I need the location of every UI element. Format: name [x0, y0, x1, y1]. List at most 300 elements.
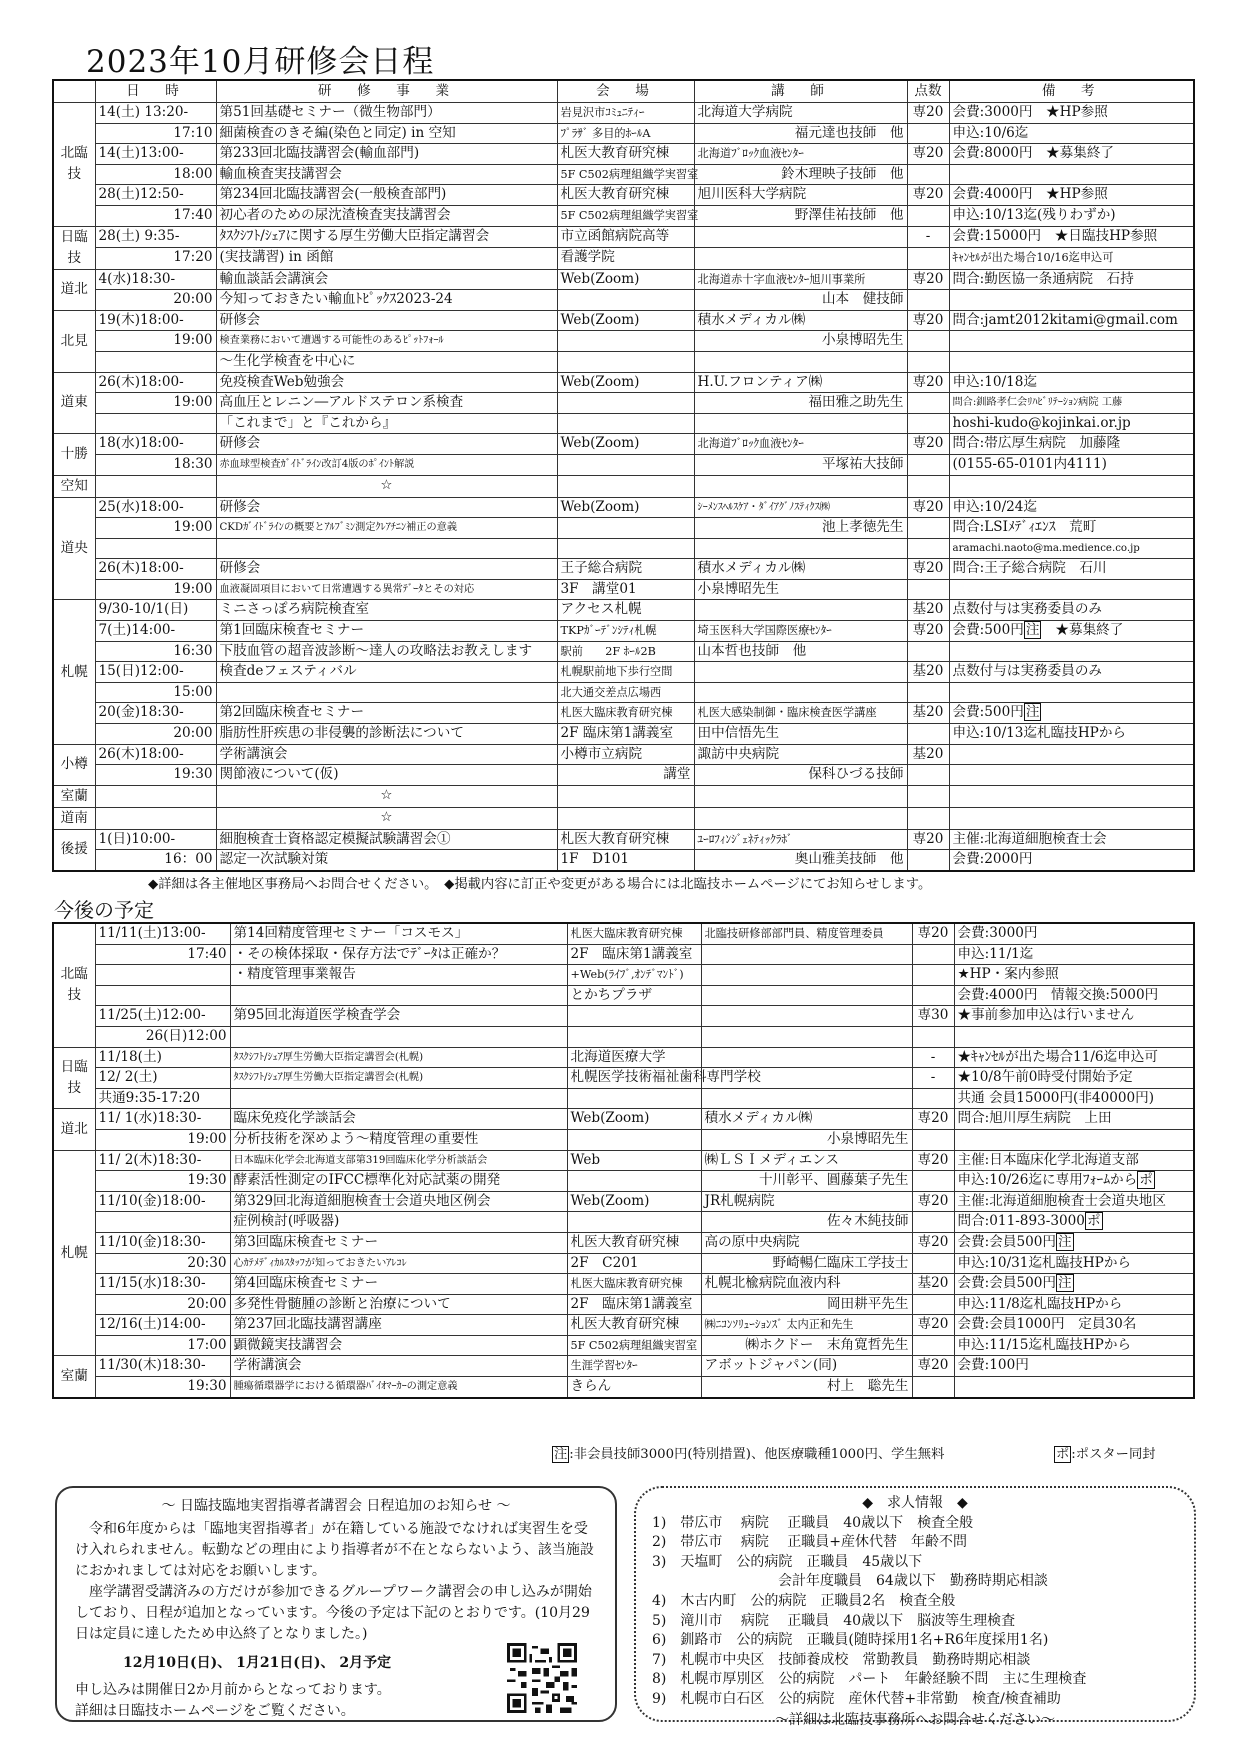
- note-cell: 会費:4000円 情報交換:5000円: [954, 985, 1194, 1006]
- chu-mark: 注: [1025, 622, 1040, 639]
- date-cell: 11/25(土)12:00-: [95, 1006, 230, 1027]
- lecturer-cell: 諏訪中央病院: [694, 744, 907, 765]
- note-cell: [954, 1377, 1194, 1398]
- area-label: 道央: [53, 497, 95, 600]
- lecturer-cell: 北海道ﾌﾞﾛｯｸ血液ｾﾝﾀｰ: [694, 434, 907, 455]
- date-cell: 17:20: [95, 248, 216, 270]
- note-cell: 申込:10/24迄: [949, 497, 1194, 518]
- note-cell: [954, 1232, 1194, 1253]
- note-cell: 申込:10/6迄: [949, 123, 1194, 144]
- event-cell: 第2回臨床検査セミナー: [216, 703, 557, 724]
- event-cell: 「これまで」と『これから』: [216, 413, 557, 434]
- event-cell: 赤血球型検査ｶﾞｲﾄﾞﾗｲﾝ改訂4版のﾎﾟｲﾝﾄ解説: [216, 454, 557, 475]
- venue-cell: [557, 475, 694, 497]
- event-cell: 細胞検査士資格認定模擬試験講習会①: [216, 829, 557, 850]
- point-cell: [912, 1377, 954, 1398]
- event-cell: 第95回北海道医学検査学会: [230, 1006, 567, 1027]
- date-cell: 12/16(土)14:00-: [95, 1315, 230, 1336]
- venue-cell: 札医大教育研究棟: [567, 1232, 701, 1253]
- date-cell: 19:00: [95, 1129, 230, 1150]
- point-cell: [912, 985, 954, 1006]
- note-cell: [949, 579, 1194, 600]
- header-points: 点数: [907, 80, 949, 103]
- note-cell: ★HP・案内参照: [954, 965, 1194, 986]
- venue-cell: [557, 393, 694, 414]
- venue-cell: 王子総合病院: [557, 559, 694, 580]
- event-cell: ～生化学検査を中心に: [216, 351, 557, 372]
- event-cell: 初心者のための尿沈渣検査実技講習会: [216, 205, 557, 226]
- event-cell: ミニさっぽろ病院検査室: [216, 600, 557, 621]
- date-cell: 19:00: [95, 331, 216, 352]
- note-cell: [954, 1274, 1194, 1295]
- date-cell: 16:30: [95, 641, 216, 662]
- point-cell: [907, 331, 949, 352]
- event-cell: 心ｶﾃﾒﾃﾞｨｶﾙｽﾀｯﾌが知っておきたいｱﾚｺﾚ: [230, 1253, 567, 1274]
- lecturer-cell: 北海道大学病院: [694, 103, 907, 124]
- area-label: 北見: [53, 310, 95, 372]
- date-cell: [95, 538, 216, 559]
- table-row: [53, 248, 1194, 270]
- table-row: [53, 662, 1194, 683]
- date-cell: 19:30: [95, 765, 216, 786]
- area-label: 道北: [53, 1109, 95, 1150]
- note-cell: 会費:3000円: [954, 923, 1194, 944]
- point-cell: [912, 944, 954, 965]
- lecturer-cell: 保科ひづる技師: [694, 765, 907, 786]
- point-cell: [912, 1294, 954, 1315]
- note-cell: hoshi-kudo@kojinkai.or.jp: [949, 413, 1194, 434]
- event-cell: 第234回北臨技講習会(一般検査部門): [216, 185, 557, 206]
- note-cell: [949, 703, 1194, 724]
- event-cell: ﾀｽｸｼﾌﾄ/ｼｪｱ厚生労働大臣指定講習会(札幌): [230, 1047, 567, 1068]
- qr-code-icon[interactable]: [507, 1643, 577, 1713]
- note-cell: 主催:日本臨床化学北海道支部: [954, 1150, 1194, 1171]
- venue-cell: 札医大教育研究棟: [557, 185, 694, 206]
- event-cell: 第4回臨床検査セミナー: [230, 1274, 567, 1295]
- page-title: 2023年10月研修会日程: [86, 44, 435, 80]
- date-cell: 11/30(木)18:30-: [95, 1356, 230, 1377]
- date-cell: 11/18(土): [95, 1047, 230, 1068]
- date-cell: 28(土) 9:35-: [95, 226, 216, 248]
- point-cell: 専20: [907, 559, 949, 580]
- venue-cell: Web(Zoom): [567, 1109, 701, 1130]
- lecturer-cell: [694, 807, 907, 829]
- note-cell: [949, 682, 1194, 703]
- point-cell: 専20: [912, 1191, 954, 1212]
- note-cell: [949, 641, 1194, 662]
- note-text: 問合:011-893-3000: [957, 1213, 1085, 1230]
- chu-mark: 注: [1025, 704, 1040, 721]
- note-cell: 問合:帯広厚生病院 加藤隆: [949, 434, 1194, 455]
- table-row: [53, 850, 1194, 871]
- table-row: [53, 290, 1194, 311]
- job-item: 3) 天塩町 公的病院 正職員 45歳以下: [652, 1553, 923, 1570]
- date-cell: 11/15(水)18:30-: [95, 1274, 230, 1295]
- point-cell: 専20: [912, 1232, 954, 1253]
- lecturer-cell: [701, 1047, 912, 1068]
- area-label: 日臨技: [53, 1047, 95, 1109]
- venue-cell: 市立函館病院高等: [557, 226, 694, 248]
- legend-po: [1054, 1443, 1156, 1462]
- date-cell: 17:00: [95, 1335, 230, 1356]
- venue-cell: 札医大教育研究棟: [567, 1315, 701, 1336]
- point-cell: 専20: [912, 1150, 954, 1171]
- point-cell: [907, 579, 949, 600]
- area-label: 札幌: [53, 600, 95, 744]
- venue-cell: [557, 454, 694, 475]
- lecturer-cell: ㈱ﾆｺﾝｿﾘｭｰｼｮﾝｽﾞ 太内正和先生: [701, 1315, 912, 1336]
- header-notes: 備 考: [949, 80, 1194, 103]
- event-cell: CKDｶﾞｲﾄﾞﾗｲﾝの概要とｱﾙﾌﾞﾐﾝ測定ｸﾚｱﾁﾆﾝ補正の意義: [216, 518, 557, 539]
- venue-cell: 5F C502病理組織実習室: [567, 1335, 701, 1356]
- table-row: [53, 1191, 1194, 1212]
- event-cell: 認定一次試験対策: [216, 850, 557, 871]
- table-row: [53, 600, 1194, 621]
- table-row: [53, 724, 1194, 745]
- table-row: [53, 829, 1194, 850]
- note-cell: [949, 765, 1194, 786]
- table-row: [53, 985, 1194, 1006]
- note-cell: [954, 1129, 1194, 1150]
- note-cell: 問合:旭川厚生病院 上田: [954, 1109, 1194, 1130]
- october-schedule-table: [52, 79, 1195, 872]
- point-cell: 専20: [907, 185, 949, 206]
- venue-cell: Web(Zoom): [567, 1191, 701, 1212]
- venue-cell: [557, 331, 694, 352]
- venue-cell: 札医大教育研究棟: [557, 144, 694, 165]
- venue-cell: 1F D101: [557, 850, 694, 871]
- lecturer-cell: 北海道赤十字血液ｾﾝﾀｰ旭川事業所: [694, 269, 907, 290]
- venue-cell: Web: [567, 1150, 701, 1171]
- note-cell: aramachi.naoto@ma.medience.co.jp: [949, 538, 1194, 559]
- table-row: [53, 1212, 1194, 1233]
- point-cell: 基20: [907, 703, 949, 724]
- venue-cell: 5F C502病理組織学実習室: [557, 164, 694, 185]
- table-row: [53, 744, 1194, 765]
- venue-cell: [567, 1212, 701, 1233]
- job-item: 会計年度職員 64歳以下 勤務時期応相談: [652, 1573, 1048, 1590]
- note-cell: 申込:10/18迄: [949, 372, 1194, 393]
- event-cell: 第14回精度管理セミナー「コスモス」: [230, 923, 567, 944]
- date-cell: 26(木)18:00-: [95, 559, 216, 580]
- note-cell: [949, 164, 1194, 185]
- chu-mark: 注: [554, 1447, 568, 1462]
- table-row: [53, 1068, 1194, 1089]
- note-cell: 共通 会員15000円(非40000円): [954, 1088, 1194, 1109]
- point-cell: -: [907, 226, 949, 248]
- date-cell: 19:30: [95, 1171, 230, 1192]
- table-row: [53, 454, 1194, 475]
- date-cell: [95, 413, 216, 434]
- event-cell: 第329回北海道細胞検査士会道央地区例会: [230, 1191, 567, 1212]
- table-row: [53, 1335, 1194, 1356]
- note-cell: 問合:LSIﾒﾃﾞｨｴﾝｽ 荒町: [949, 518, 1194, 539]
- lecturer-cell: [694, 248, 907, 270]
- lecturer-cell: 奥山雅美技師 他: [694, 850, 907, 871]
- event-cell: 免疫検査Web勉強会: [216, 372, 557, 393]
- lecturer-cell: ㈱ＬＳＩメディエンス: [701, 1150, 912, 1171]
- lecturer-cell: ㈱ホクドー 末角寛哲先生: [701, 1335, 912, 1356]
- date-cell: [95, 965, 230, 986]
- note-cell: 申込:11/1迄: [954, 944, 1194, 965]
- header-date: 日 時: [95, 80, 216, 103]
- lecturer-cell: H.U.フロンティア㈱: [694, 372, 907, 393]
- event-cell: 輸血検査実技講習会: [216, 164, 557, 185]
- area-label: 室蘭: [53, 785, 95, 807]
- lecturer-cell: [694, 538, 907, 559]
- notice-paragraph-1: 令和6年度からは「臨地実習指導者」が在籍している施設でなければ実習生を受け入れられません。転勤などの理由により指導者が不在とならないよう、該当施設におかれましては対応をお願いします。: [75, 1521, 594, 1579]
- point-cell: 専20: [907, 829, 949, 850]
- date-cell: 7(土)14:00-: [95, 621, 216, 642]
- point-cell: -: [912, 1068, 954, 1089]
- venue-cell: 北海道医療大学: [567, 1047, 701, 1068]
- table-row: [53, 944, 1194, 965]
- table-row: [53, 372, 1194, 393]
- date-cell: 19:00: [95, 393, 216, 414]
- venue-cell: Web(Zoom): [557, 497, 694, 518]
- venue-cell: 5F C502病理組織学実習室: [557, 205, 694, 226]
- job-item: 6) 釧路市 公的病院 正職員(随時採用1名+R6年度採用1名): [652, 1632, 1049, 1649]
- note-cell: [949, 290, 1194, 311]
- po-text: :ポスター同封: [1071, 1447, 1156, 1462]
- point-cell: [907, 413, 949, 434]
- note-cell: ★事前参加申込は行いません: [954, 1006, 1194, 1027]
- venue-cell: 2F 臨床第1講義室: [557, 724, 694, 745]
- point-cell: [907, 518, 949, 539]
- event-cell: 日本臨床化学会北海道支部第319回臨床化学分析談話会: [230, 1150, 567, 1171]
- lecturer-cell: [701, 1006, 912, 1027]
- table-row: [53, 1356, 1194, 1377]
- venue-cell: [557, 538, 694, 559]
- lecturer-cell: [694, 351, 907, 372]
- venue-cell: +Web(ﾗｲﾌﾞ,ｵﾝﾃﾞﾏﾝﾄﾞ): [567, 965, 701, 986]
- table-row: [53, 518, 1194, 539]
- jobs-footer: ～詳細は北臨技事務所へお問合せください～: [775, 1711, 1055, 1728]
- table-row: [53, 1171, 1194, 1192]
- table-row: [53, 393, 1194, 414]
- event-cell: 関節液について(仮): [216, 765, 557, 786]
- event-cell: 学術講演会: [216, 744, 557, 765]
- lecturer-cell: 山本 健技師: [694, 290, 907, 311]
- point-cell: 専20: [907, 497, 949, 518]
- venue-cell: 2F 臨床第1講義室: [567, 1294, 701, 1315]
- lecturer-cell: 村上 聡先生: [701, 1377, 912, 1398]
- area-label: 十勝: [53, 434, 95, 475]
- lecturer-cell: 小泉博昭先生: [701, 1129, 912, 1150]
- event-cell: 多発性骨髄腫の診断と治療について: [230, 1294, 567, 1315]
- point-cell: 専20: [907, 310, 949, 331]
- point-cell: [907, 724, 949, 745]
- lecturer-cell: 佐々木純技師: [701, 1212, 912, 1233]
- table-row: [53, 331, 1194, 352]
- point-cell: -: [912, 1047, 954, 1068]
- lecturer-cell: 小泉博昭先生: [694, 331, 907, 352]
- point-cell: [907, 454, 949, 475]
- point-cell: [907, 248, 949, 270]
- date-cell: 11/10(金)18:30-: [95, 1232, 230, 1253]
- job-item: 4) 木古内町 公的病院 正職員2名 検査全般: [652, 1592, 956, 1609]
- table-row: [53, 1315, 1194, 1336]
- job-item: 5) 滝川市 病院 正職員 40歳以下 脳波等生理検査: [652, 1612, 1016, 1629]
- note-cell: [949, 744, 1194, 765]
- note-cell: 点数付与は実務委員のみ: [949, 662, 1194, 683]
- table-row: [53, 497, 1194, 518]
- event-cell: ・その検体採取・保存方法でﾃﾞｰﾀは正確か？: [230, 944, 567, 965]
- date-cell: 11/11(土)13:00-: [95, 923, 230, 944]
- venue-cell: [567, 1129, 701, 1150]
- date-cell: 18(水)18:00-: [95, 434, 216, 455]
- venue-cell: 2F 臨床第1講義室: [567, 944, 701, 965]
- point-cell: [907, 351, 949, 372]
- point-cell: [912, 1212, 954, 1233]
- recruit-closed: ★募集終了: [1055, 622, 1124, 639]
- lecturer-cell: [694, 413, 907, 434]
- venue-cell: TKPｶﾞｰﾃﾞﾝｼﾃｨ札幌: [557, 621, 694, 642]
- date-cell: [95, 807, 216, 829]
- star-mark: ☆: [216, 807, 557, 829]
- table-row: [53, 1274, 1194, 1295]
- po-mark: ポ: [1086, 1213, 1101, 1230]
- lecturer-cell: [701, 985, 912, 1006]
- note-cell: 主催:北海道細胞検査士会: [949, 829, 1194, 850]
- venue-cell: [567, 1006, 701, 1027]
- job-item: 9) 札幌市白石区 公的病院 産休代替+非常勤 検査/検査補助: [652, 1690, 1061, 1707]
- point-cell: 基20: [912, 1274, 954, 1295]
- area-label: 北臨技: [53, 923, 95, 1047]
- note-cell: 会費:4000円 ★HP参照: [949, 185, 1194, 206]
- table-row: [53, 226, 1194, 248]
- point-cell: [907, 205, 949, 226]
- lecturer-cell: [694, 785, 907, 807]
- point-cell: 専20: [912, 1315, 954, 1336]
- event-cell: 血液凝固項目において日常遭遇する異常ﾃﾞｰﾀとその対応: [216, 579, 557, 600]
- note-cell: 会費:100円: [954, 1356, 1194, 1377]
- lecturer-cell: 田中信悟先生: [694, 724, 907, 745]
- table-row: [53, 965, 1194, 986]
- date-cell: 11/ 2(木)18:30-: [95, 1150, 230, 1171]
- table-row: [53, 1047, 1194, 1068]
- table-row: [53, 1088, 1194, 1109]
- date-cell: 26(日)12:00: [95, 1026, 230, 1047]
- lecturer-cell: アボットジャパン(同): [701, 1356, 912, 1377]
- future-schedule-table: [52, 922, 1195, 1399]
- lecturer-cell: 山本哲也技師 他: [694, 641, 907, 662]
- point-cell: [912, 1129, 954, 1150]
- venue-cell: 講堂: [557, 765, 694, 786]
- points-cell: [907, 807, 949, 829]
- lecturer-cell: [694, 662, 907, 683]
- event-cell: 第233回北臨技講習会(輸血部門): [216, 144, 557, 165]
- event-cell: 顕微鏡実技講習会: [230, 1335, 567, 1356]
- future-title: 今後の予定: [54, 898, 154, 922]
- point-cell: 専20: [907, 434, 949, 455]
- note-cell: 申込:10/31迄札臨技HPから: [954, 1253, 1194, 1274]
- lecturer-cell: [701, 944, 912, 965]
- venue-cell: とかちプラザ: [567, 985, 701, 1006]
- date-cell: 26(木)18:00-: [95, 744, 216, 765]
- table-row: [53, 807, 1194, 829]
- chu-mark: 注: [1058, 1233, 1072, 1250]
- venue-cell: 札医大臨床教育研究棟: [567, 1274, 701, 1295]
- note-cell: 申込:10/13迄札臨技HPから: [949, 724, 1194, 745]
- table-row: [53, 164, 1194, 185]
- point-cell: [907, 538, 949, 559]
- lecturer-cell: [694, 600, 907, 621]
- point-cell: [907, 682, 949, 703]
- lecturer-cell: 積水メディカル㈱: [694, 310, 907, 331]
- event-cell: 第1回臨床検査セミナー: [216, 621, 557, 642]
- note-cell: 申込:11/8迄札臨技HPから: [954, 1294, 1194, 1315]
- notice-box: [55, 1486, 617, 1722]
- point-cell: [912, 965, 954, 986]
- lecturer-cell: ﾕｰﾛﾌｨﾝｼﾞｪﾈﾃｨｯｸﾗﾎﾞ: [694, 829, 907, 850]
- table-row: [53, 785, 1194, 807]
- note-cell: 問合:釧路孝仁会ﾘﾊﾋﾞﾘﾃｰｼｮﾝ病院 工藤: [949, 393, 1194, 414]
- date-cell: [95, 1212, 230, 1233]
- date-cell: 9/30-10/1(日): [95, 600, 216, 621]
- lecturer-cell: 積水メディカル㈱: [701, 1109, 912, 1130]
- venue-cell: ﾌﾟﾗｻﾞ 多目的ﾎｰﾙA: [557, 123, 694, 144]
- event-cell: 臨床免疫化学談話会: [230, 1109, 567, 1130]
- venue-cell: 札幌医学技術福祉歯科専門学校: [567, 1068, 701, 1089]
- note-cell: 会費:8000円 ★募集終了: [949, 144, 1194, 165]
- venue-cell: [567, 1088, 701, 1109]
- job-item: 8) 札幌市厚別区 公的病院 パート 年齢経験不問 主に生理検査: [652, 1671, 1087, 1688]
- note-cell: ★10/8午前0時受付開始予定: [954, 1068, 1194, 1089]
- lecturer-cell: 野澤佳祐技師 他: [694, 205, 907, 226]
- event-cell: 細菌検査のきそ編(染色と同定) in 空知: [216, 123, 557, 144]
- event-cell: 検査業務において遭遇する可能性のあるﾋﾟｯﾄﾌｫｰﾙ: [216, 331, 557, 352]
- note-cell: [949, 331, 1194, 352]
- table-row: [53, 682, 1194, 703]
- point-cell: 専20: [907, 269, 949, 290]
- table-row: [53, 765, 1194, 786]
- header-area: [53, 80, 95, 103]
- point-cell: 専20: [912, 923, 954, 944]
- table-row: [53, 1026, 1194, 1047]
- table-row: [53, 579, 1194, 600]
- table-row: [53, 205, 1194, 226]
- event-cell: 第51回基礎セミナー（微生物部門）: [216, 103, 557, 124]
- date-cell: 14(土) 13:20-: [95, 103, 216, 124]
- table-row: [53, 1006, 1194, 1027]
- table-row: [53, 475, 1194, 497]
- venue-cell: [557, 351, 694, 372]
- chu-text: :非会員技師3000円(特別措置)、他医療職種1000円、学生無料: [569, 1447, 945, 1462]
- lecturer-cell: 北海道ﾌﾞﾛｯｸ血液ｾﾝﾀｰ: [694, 144, 907, 165]
- header-event: 研 修 事 業: [216, 80, 557, 103]
- venue-cell: 札医大教育研究棟: [557, 829, 694, 850]
- point-cell: [907, 765, 949, 786]
- notice-footer-1: 申し込みは開催日2か月前からとなっております。: [75, 1682, 391, 1698]
- note-cell: 問合:勤医協一条通病院 石持: [949, 269, 1194, 290]
- date-cell: 28(土)12:50-: [95, 185, 216, 206]
- lecturer-cell: [701, 1088, 912, 1109]
- venue-cell: 駅前 2F ﾎｰﾙ2B: [557, 641, 694, 662]
- table-row: [53, 703, 1194, 724]
- event-cell: ﾀｽｸｼﾌﾄ/ｼｪｱ厚生労働大臣指定講習会(札幌): [230, 1068, 567, 1089]
- date-cell: 14(土)13:00-: [95, 144, 216, 165]
- venue-cell: きらん: [567, 1377, 701, 1398]
- table-row: [53, 1150, 1194, 1171]
- table-row: [53, 1377, 1194, 1398]
- note-text: 会費:500円: [952, 622, 1024, 639]
- venue-cell: 看護学院: [557, 248, 694, 270]
- date-cell: 11/ 1(水)18:30-: [95, 1109, 230, 1130]
- table-row: [53, 434, 1194, 455]
- event-cell: 研修会: [216, 434, 557, 455]
- event-cell: [216, 538, 557, 559]
